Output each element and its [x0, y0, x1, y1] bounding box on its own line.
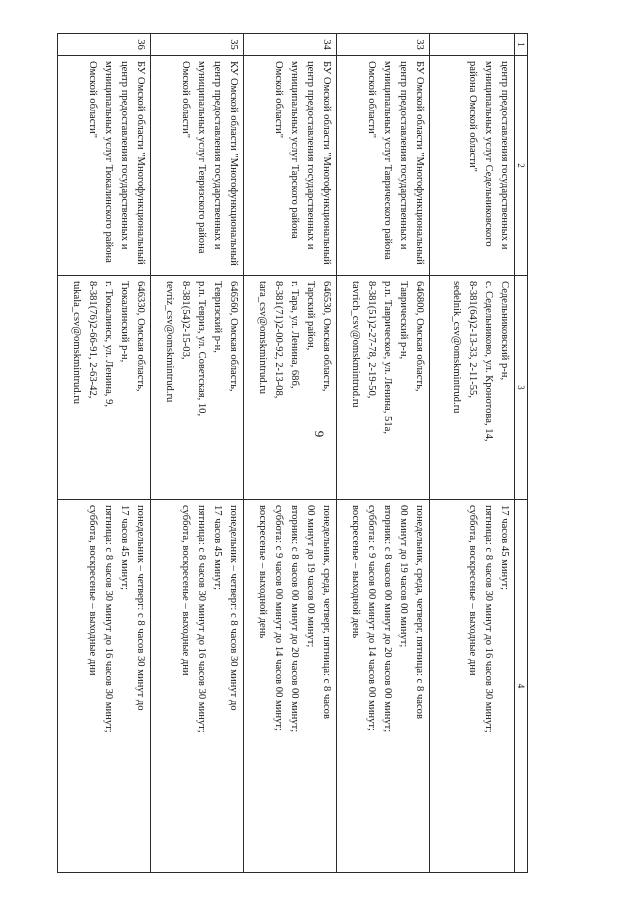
cell-line: понедельник – четверг: с 8 часов 30 минут до — [228, 505, 239, 711]
cell-number — [430, 34, 515, 56]
cell-line: р.п. Таврическое, ул. Ленина, 51а, — [382, 281, 393, 434]
cell-line: Омской области" — [273, 61, 284, 139]
cell-line: вторник: с 8 часов 00 минут до 20 часов 00 минут; — [382, 505, 393, 733]
cell-line: муниципальных услуг Таврического района — [382, 61, 393, 260]
cell-schedule — [58, 500, 151, 873]
cell-address — [337, 276, 430, 500]
cell-line: муниципальных услуг Тевризского района — [196, 61, 207, 254]
cell-address — [151, 276, 244, 500]
cell-schedule — [244, 500, 337, 873]
table-row — [151, 34, 244, 873]
cell-line: суббота, воскресенье – выходные дни — [87, 505, 98, 676]
page-number: 9 — [312, 430, 327, 438]
cell-line: воскресенье – выходной день — [350, 505, 361, 639]
cell-line: пятница: с 8 часов 30 минут до 16 часов 30 минут; — [483, 505, 494, 733]
column-header: 4 — [515, 500, 528, 873]
cell-organization — [337, 56, 430, 276]
cell-line: 8-381(51)2-27-78, 2-19-50, — [366, 281, 377, 399]
cell-schedule — [151, 500, 244, 873]
cell-line: центр предоставления государственных и — [119, 61, 130, 250]
table-row — [58, 34, 151, 873]
cell-line: Омской области" — [87, 61, 98, 139]
cell-line: г. Тюкалинск, ул. Ленина, 9, — [103, 281, 114, 408]
cell-line: 646330, Омская область, — [135, 281, 146, 392]
cell-line: с. Седельниково, ул. Кронотова, 14, — [483, 281, 494, 442]
cell-line: БУ Омской области "Многофункциональный — [414, 61, 425, 265]
cell-address — [430, 276, 515, 500]
column-header-row — [515, 34, 528, 873]
cell-line: пятница: с 8 часов 30 минут до 16 часов 30 минут; — [196, 505, 207, 733]
table-row — [244, 34, 337, 873]
cell-number: 33 — [337, 34, 430, 56]
cell-line: 646560, Омская область, — [228, 281, 239, 392]
cell-number: 35 — [151, 34, 244, 56]
table-body — [58, 34, 528, 873]
cell-schedule — [337, 500, 430, 873]
cell-line: tara_csv@omskmintrud.ru — [257, 281, 268, 395]
cell-line: КУ Омской области "Многофункциональный — [228, 61, 239, 266]
cell-line: 646530, Омская область, — [321, 281, 332, 392]
cell-number: 34 — [244, 34, 337, 56]
cell-line: центр предоставления государственных и — [305, 61, 316, 250]
cell-organization — [430, 56, 515, 276]
cell-line: понедельник – четверг: с 8 часов 30 минут до — [135, 505, 146, 711]
centers-table — [57, 33, 528, 873]
cell-line: 8-381(64)2-13-33, 2-11-55, — [467, 281, 478, 398]
cell-line: sedelnik_csv@omskmintrud.ru — [451, 281, 462, 414]
cell-organization — [151, 56, 244, 276]
cell-line: муниципальных услуг Тюкалинского района — [103, 61, 114, 263]
cell-line: Таврический р-н, — [398, 281, 409, 360]
cell-line: БУ Омской области "Многофункциональный — [321, 61, 332, 265]
cell-line: tukala_csv@omskmintrud.ru — [71, 281, 82, 405]
cell-line: воскресенье – выходной день — [257, 505, 268, 639]
cell-line: 00 минут до 19 часов 00 минут; — [398, 505, 409, 648]
cell-line: пятница: с 8 часов 30 минут до 16 часов 30 минут; — [103, 505, 114, 733]
cell-line: 8-381(76)2-66-91, 2-63-42, — [87, 281, 98, 399]
cell-line: Тюкалинский р-н, — [119, 281, 130, 363]
cell-line: 646800, Омская область, — [414, 281, 425, 392]
cell-line: района Омской области" — [467, 61, 478, 173]
column-header: 2 — [515, 56, 528, 276]
cell-line: муниципальных услуг Тарского района — [289, 61, 300, 239]
column-header: 3 — [515, 276, 528, 500]
cell-line: центр предоставления государственных и — [398, 61, 409, 250]
cell-line: суббота, воскресенье – выходные дни — [467, 505, 478, 676]
cell-line: Омской области" — [180, 61, 191, 139]
cell-address — [244, 276, 337, 500]
cell-line: г. Тара, ул. Ленина, 68б, — [289, 281, 300, 389]
table-row — [337, 34, 430, 873]
cell-line: р.п. Тевриз, ул. Советская, 10, — [196, 281, 207, 417]
cell-line: Седельниковский р-н, — [499, 281, 510, 381]
rotated-table-frame — [70, 33, 528, 872]
cell-line: 17 часов 45 минут; — [499, 505, 510, 591]
cell-line: tavrich_csv@omskmintrud.ru — [350, 281, 361, 408]
cell-line: Омской области" — [366, 61, 377, 139]
cell-line: понедельник, среда, четверг, пятница: с 8 часов — [414, 505, 425, 719]
cell-line: муниципальных услуг Седельниковского — [483, 61, 494, 247]
cell-line: 8-381(71)2-00-92, 2-13-08, — [273, 281, 284, 399]
cell-line: tevriz_csv@omskmintrud.ru — [164, 281, 175, 403]
cell-number: 36 — [58, 34, 151, 56]
cell-line: 17 часов 45 минут; — [119, 505, 130, 591]
cell-line: 8-381(54)2-15-03, — [180, 281, 191, 360]
cell-line: БУ Омской области "Многофункциональный — [135, 61, 146, 265]
cell-line: центр предоставления государственных и — [499, 61, 510, 250]
cell-address — [58, 276, 151, 500]
cell-line: суббота: с 9 часов 00 минут до 14 часов 00 минут; — [366, 505, 377, 731]
cell-schedule — [430, 500, 515, 873]
column-header: 1 — [515, 34, 528, 56]
cell-line: 17 часов 45 минут; — [212, 505, 223, 591]
cell-line: центр предоставления государственных и — [212, 61, 223, 250]
cell-line: вторник: с 8 часов 00 минут до 20 часов 00 минут; — [289, 505, 300, 733]
cell-organization — [244, 56, 337, 276]
table-row — [430, 34, 515, 873]
cell-line: Тевризский р-н, — [212, 281, 223, 353]
cell-line: 00 минут до 19 часов 00 минут; — [305, 505, 316, 648]
cell-line: суббота: с 9 часов 00 минут до 14 часов 00 минут; — [273, 505, 284, 731]
cell-line: Тарский район, — [305, 281, 316, 351]
cell-line: суббота, воскресенье – выходные дни — [180, 505, 191, 676]
cell-organization — [58, 56, 151, 276]
cell-line: понедельник, среда, четверг, пятница: с 8 часов — [321, 505, 332, 719]
